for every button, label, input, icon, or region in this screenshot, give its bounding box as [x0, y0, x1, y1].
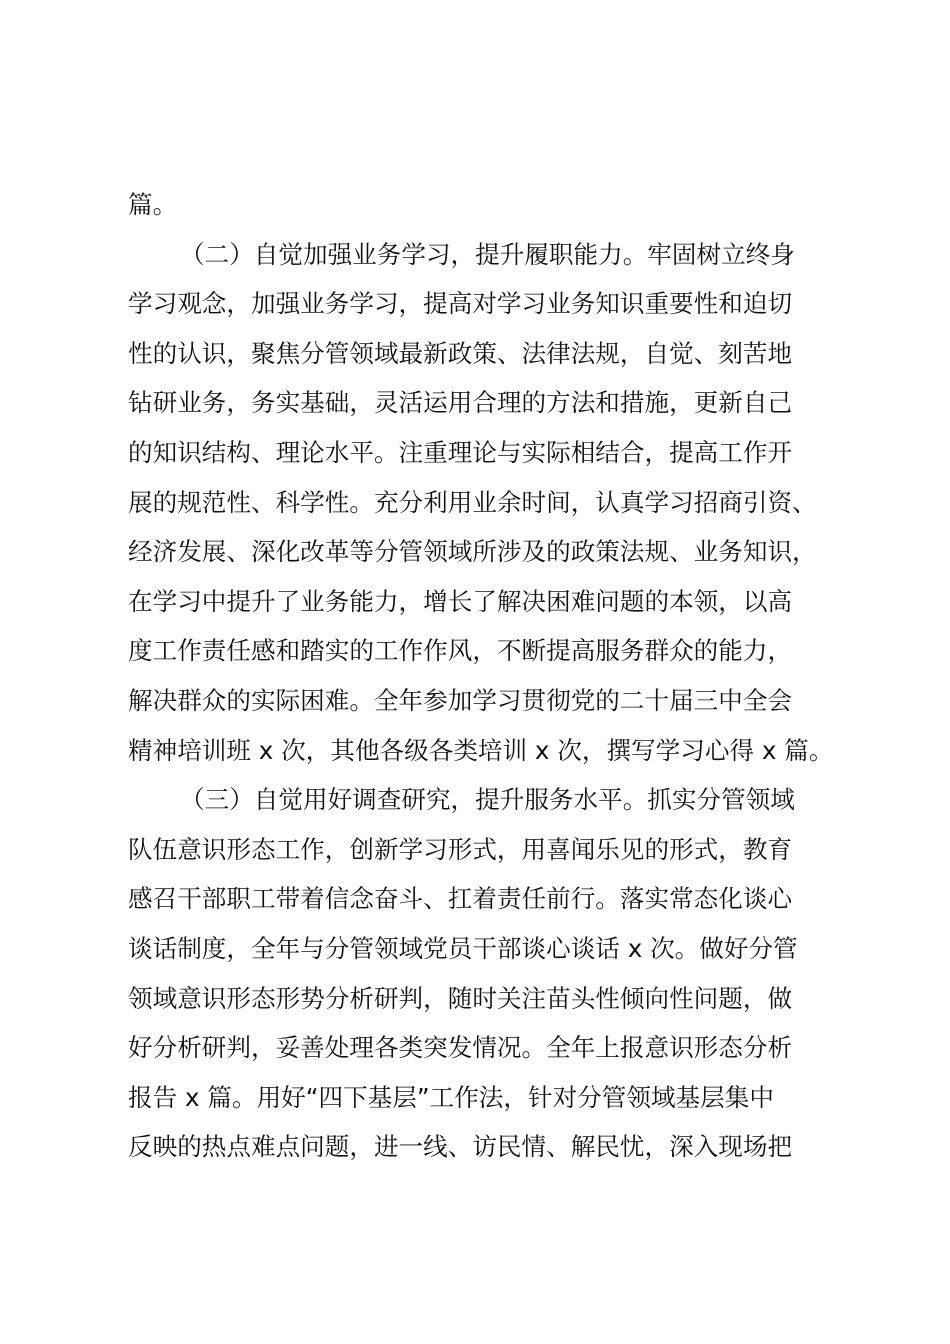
text-line: 的知识结构、理论水平。注重理论与实际相结合，提高工作开	[128, 437, 793, 467]
text-line: 报告 x 篇。用好“四下基层”工作法，针对分管领域基层集中	[128, 1082, 774, 1112]
text-line: 谈话制度，全年与分管领域党员干部谈心谈话 x 次。做好分管	[128, 933, 798, 963]
text-line: 精神培训班 x 次，其他各级各类培训 x 次，撰写学习心得 x 篇。	[128, 735, 834, 765]
section-heading-line: （二）自觉加强业务学习，提升履职能力。牢固树立终身	[180, 239, 795, 269]
text-line: 解决群众的实际困难。全年参加学习贯彻党的二十届三中全会	[128, 685, 793, 715]
text-line: 感召干部职工带着信念奋斗、扛着责任前行。落实常态化谈心	[128, 884, 793, 914]
section-heading-line: （三）自觉用好调查研究，提升服务水平。抓实分管领域	[180, 785, 795, 815]
text-line: 展的规范性、科学性。充分利用业余时间，认真学习招商引资、	[128, 487, 817, 517]
text-line: 性的认识，聚焦分管领域最新政策、法律法规，自觉、刻苦地	[128, 338, 793, 368]
text-line: 钻研业务，务实基础，灵活运用合理的方法和措施，更新自己	[128, 388, 793, 418]
text-line: 篇。	[128, 190, 178, 219]
text-line: 队伍意识形态工作，创新学习形式，用喜闻乐见的形式，教育	[128, 834, 793, 864]
text-line: 在学习中提升了业务能力，增长了解决困难问题的本领，以高	[128, 586, 793, 616]
text-line: 学习观念，加强业务学习，提高对学习业务知识重要性和迫切	[128, 289, 793, 319]
text-line: 经济发展、深化改革等分管领域所涉及的政策法规、业务知识，	[128, 537, 817, 567]
text-line: 好分析研判，妥善处理各类突发情况。全年上报意识形态分析	[128, 1033, 793, 1063]
text-line: 反映的热点难点问题，进一线、访民情、解民忧，深入现场把	[128, 1132, 793, 1162]
body-text	[128, 180, 838, 1172]
text-line: 领域意识形态形势分析研判，随时关注苗头性倾向性问题，做	[128, 983, 793, 1013]
text-line: 度工作责任感和踏实的工作作风，不断提高服务群众的能力，	[128, 636, 793, 666]
